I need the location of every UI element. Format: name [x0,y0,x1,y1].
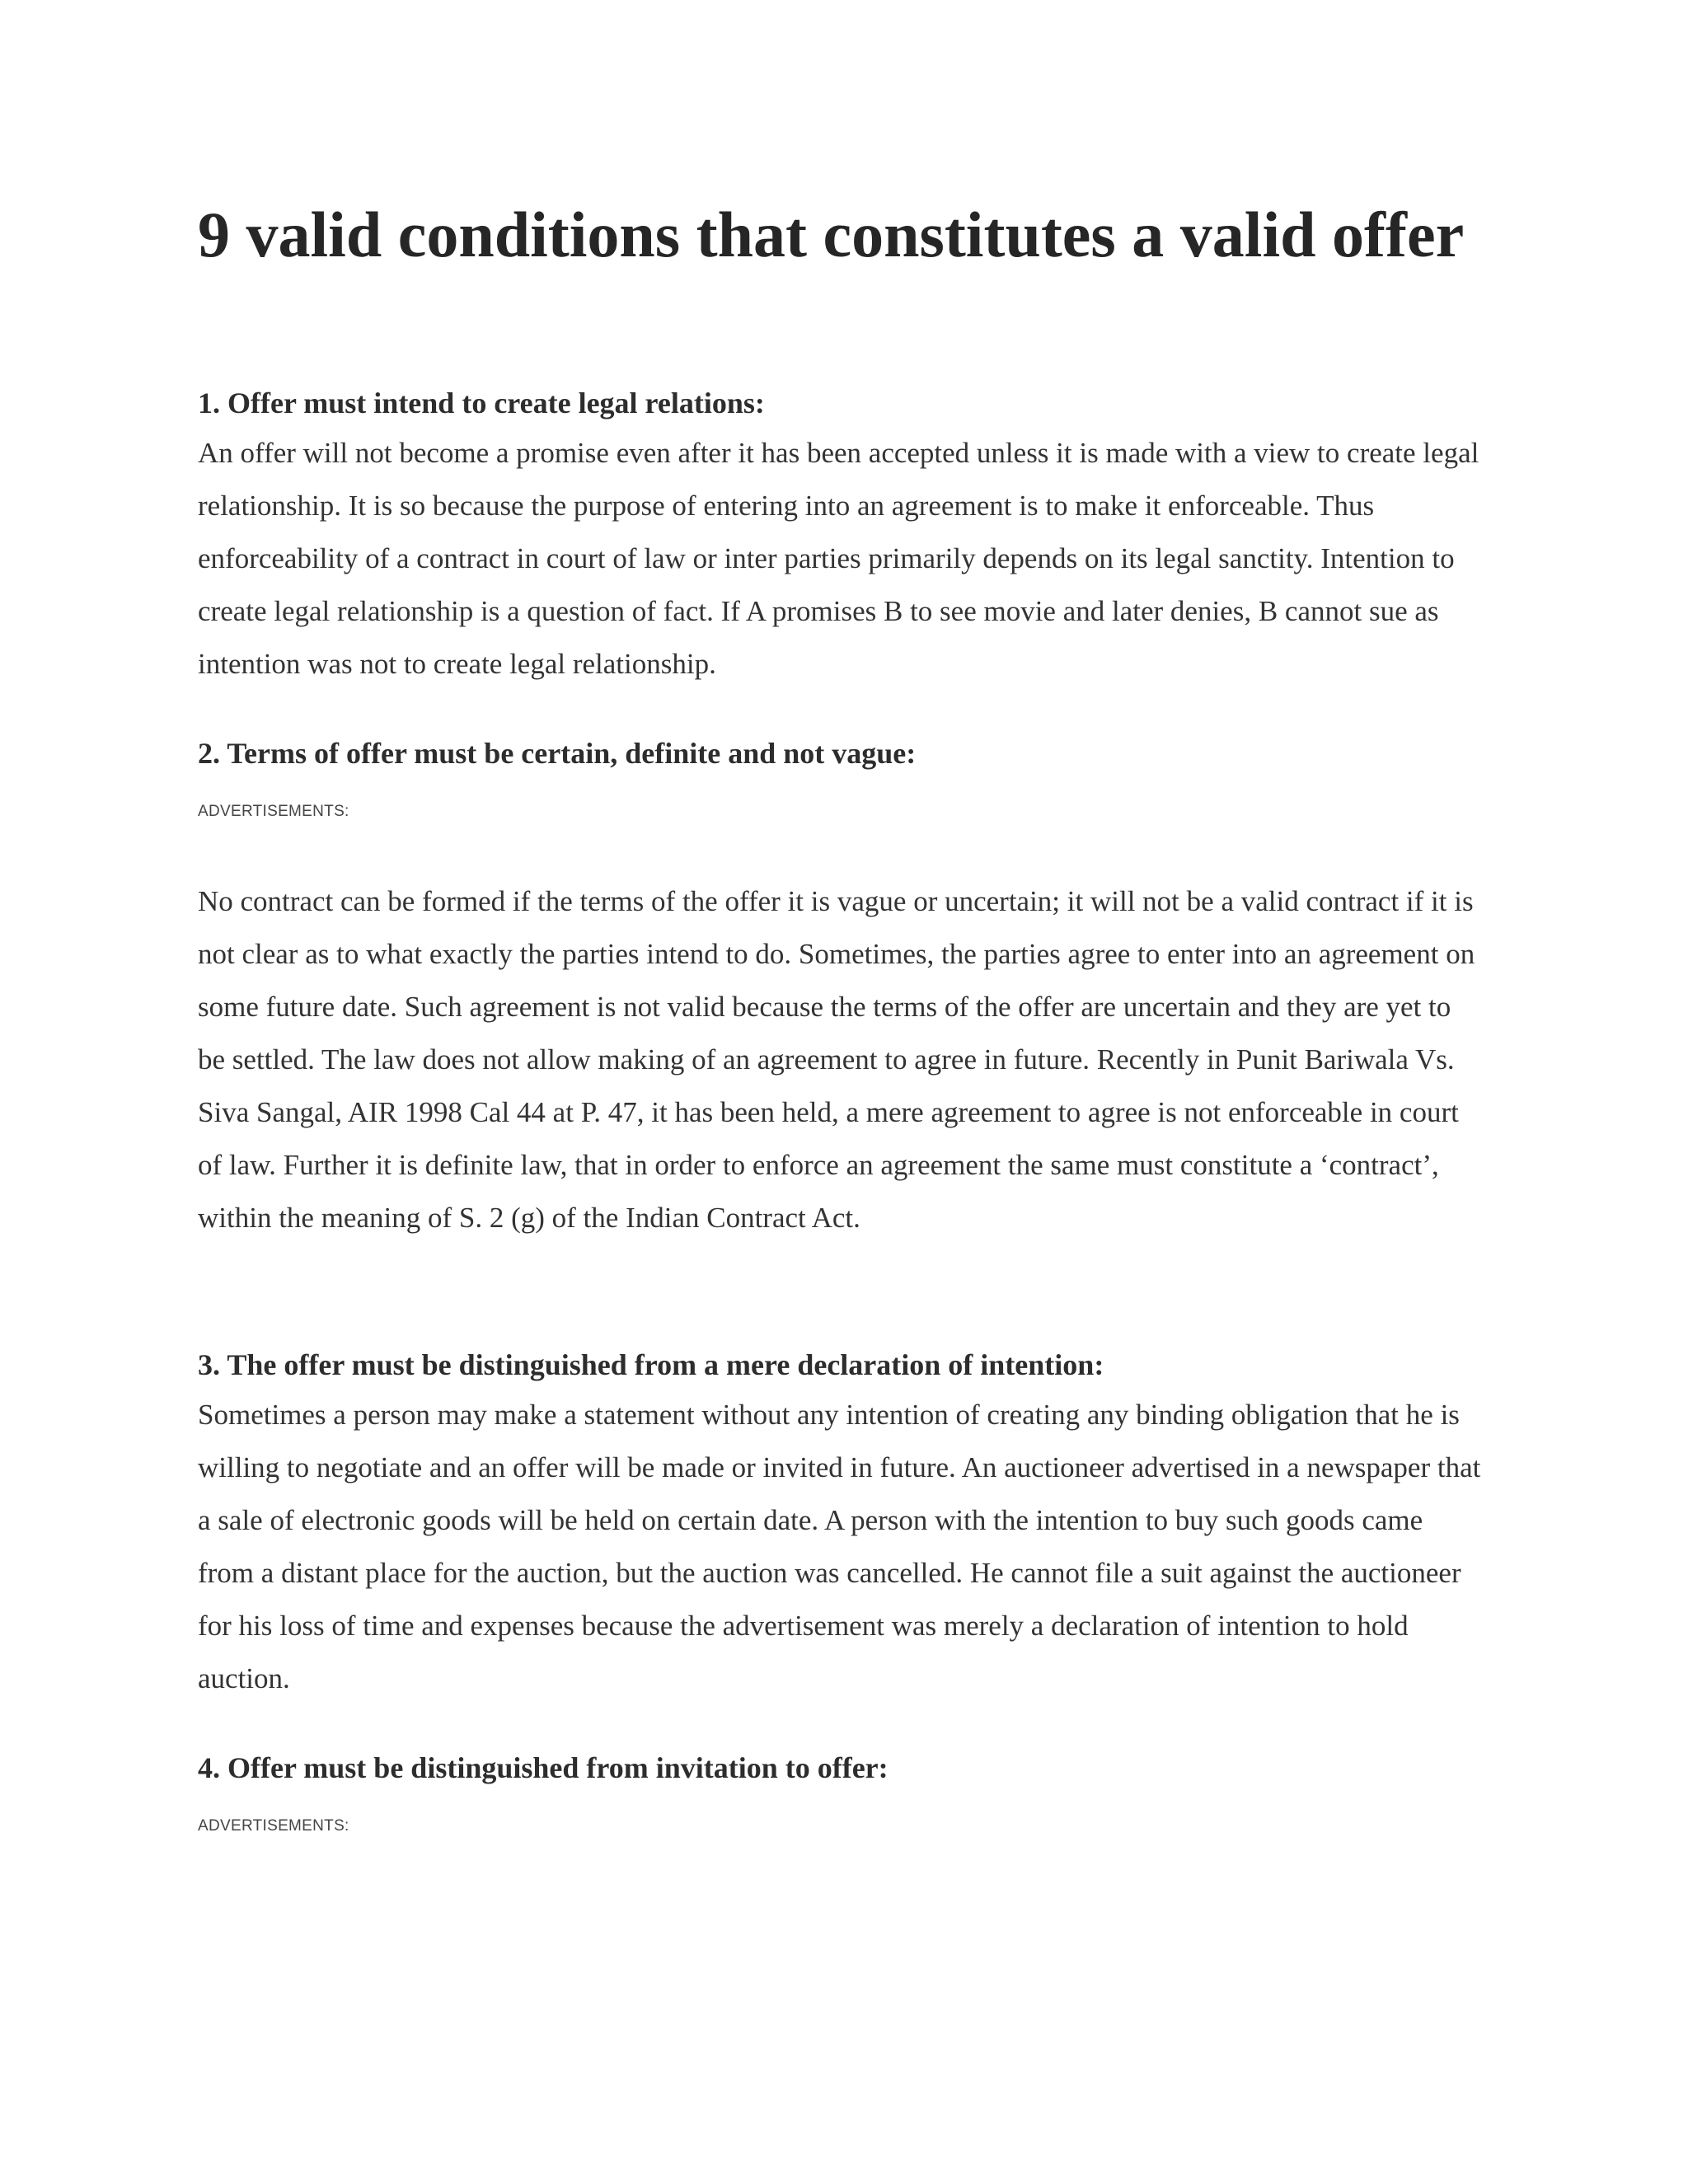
section-1-paragraph: An offer will not become a promise even after it has been accepted unless it is made with a view to create legal relationship. It is so because the purpose of entering into an agreement is to make it enforceable. Thus enforceability of a contract in court of law or inter parties primarily depends on its legal sanctity. Intention to create legal relationship is a question of fact. If A promises B to see movie and later denies, B cannot sue as intention was not to create legal relationship. [198,437,1479,680]
advertisement-label: ADVERTISEMENTS: [198,803,349,820]
section-2-heading: 2. Terms of offer must be certain, definite and not vague: [198,737,917,770]
section-3-heading: 3. The offer must be distinguished from a mere declaration of intention: [198,1348,1104,1381]
page-title: 9 valid conditions that constitutes a valid offer [198,199,1465,270]
section-3-paragraph: Sometimes a person may make a statement without any intention of creating any binding obligation that he is willing to negotiate and an offer will be made or invited in future. An auctioneer advertised in a newspaper that a sale of electronic goods will be held on certain date. A person with the intention to buy such goods came from a distant place for the auction, but the auction was cancelled. He cannot file a suit against the auctioneer for his loss of time and expenses because the advertisement was merely a declaration of intention to hold auction. [198,1399,1481,1694]
section-2-paragraph: No contract can be formed if the terms of the offer it is vague or uncertain; it will not be a valid contract if it is not clear as to what exactly the parties intend to do. Sometimes, the parties agree to enter into an agreement on some future date. Such agreement is not valid because the terms of the offer are uncertain and they are yet to be settled. The law does not allow making of an agreement to agree in future. Recently in Punit Bariwala Vs. Siva Sangal, AIR 1998 Cal 44 at P. 47, it has been held, a mere agreement to agree is not enforceable in court of law. Further it is definite law, that in order to enforce an agreement the same must constitute a ‘contract’, within the meaning of S. 2 (g) of the Indian Contract Act. [198,885,1475,1234]
advertisement-label: ADVERTISEMENTS: [198,1817,349,1835]
section-4-heading: 4. Offer must be distinguished from invitation to offer: [198,1751,889,1784]
section-1-heading: 1. Offer must intend to create legal relations: [198,387,765,419]
